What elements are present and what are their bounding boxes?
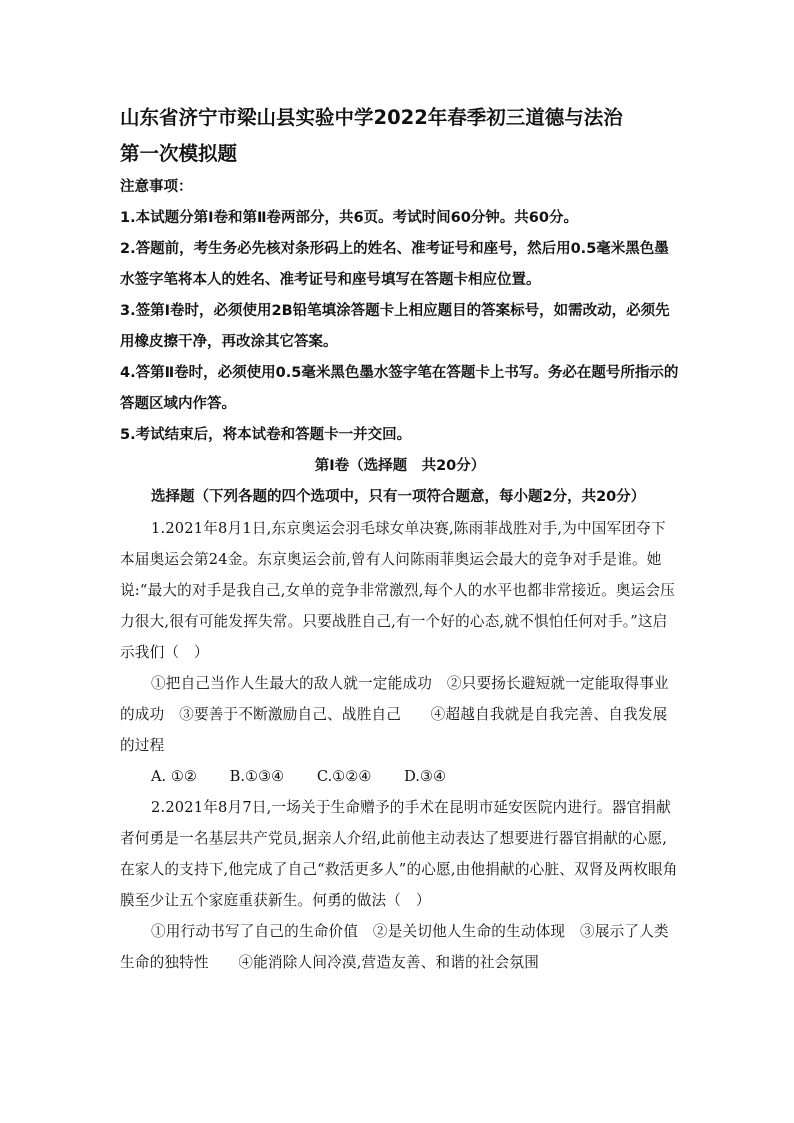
option-c: C.①②④ [316, 768, 372, 785]
option-b: B.①③④ [229, 768, 285, 785]
section-instruction: 选择题（下列各题的四个选项中，只有一项符合题意，每小题2分，共20分） [151, 489, 646, 505]
note-item: 5.考试结束后，将本试卷和答题卡一并交回。 [120, 427, 412, 443]
question-1-stem: 1.2021年8月1日,东京奥运会羽毛球女单决赛,陈雨菲战胜对手,为中国军团夺下本届奥运会第24金。东京奥运会前,曾有人问陈雨菲奥运会最大的竞争对手是谁。她说:“最大的对手是我自己,女单的竞争非常激烈,每个人的水平也都非常接近。奥运会压力很大,很有可能发挥失常。只要战胜自己,有一个好的心态,就不惧怕任何对手。”这启示我们（ ） [120, 520, 676, 661]
note-item: 3.签第Ⅰ卷时，必须使用2B铅笔填涂答题卡上相应题目的答案标号，如需改动，必须先用橡皮擦干净，再改涂其它答案。 [120, 303, 670, 350]
option-a: A. ①② [151, 768, 197, 785]
exam-title-line1: 山东省济宁市梁山县实验中学2022年春季初三道德与法治 [120, 106, 623, 129]
exam-page [120, 100, 680, 978]
note-item: 1.本试题分第Ⅰ卷和第Ⅱ卷两部分，共6页。考试时间60分钟。共60分。 [120, 210, 578, 226]
question-2-statements: ①用行动书写了自己的生命价值 ②是关切他人生命的生动体现 ③展示了人类生命的独特性 ④能消除人间冷漠,营造友善、和谐的社会氛围 [120, 923, 669, 971]
note-item: 2.答题前，考生务必先核对条形码上的姓名、准考证号和座号，然后用0.5毫米黑色墨水签字笔将本人的姓名、准考证号和座号填写在答题卡相应位置。 [120, 241, 669, 288]
question-1-statements: ①把自己当作人生最大的敌人就一定能成功 ②只要扬长避短就一定能取得事业的成功 ③要善于不断激励自己、战胜自己 ④超越自我就是自我完善、自我发展的过程 [120, 675, 669, 754]
notes-heading: 注意事项： [120, 179, 193, 195]
note-item: 4.答第Ⅱ卷时，必须使用0.5毫米黑色墨水签字笔在答题卡上书写。务必在题号所指示的答题区域内作答。 [120, 365, 679, 412]
question-2-stem: 2.2021年8月7日,一场关于生命赠予的手术在昆明市延安医院内进行。器官捐献者何勇是一名基层共产党员,据亲人介绍,此前他主动表达了想要进行器官捐献的心愿,在家人的支持下,他完成了自己“救活更多人”的心愿,由他捐献的心脏、双肾及两枚眼角膜至少让五个家庭重获新生。何勇的做法（ ） [120, 799, 678, 909]
question-1-options [120, 761, 680, 792]
exam-title-line2: 第一次模拟题 [120, 142, 238, 165]
option-d: D.③④ [404, 768, 447, 785]
section-title: 第Ⅰ卷（选择题 共20分） [314, 458, 486, 474]
